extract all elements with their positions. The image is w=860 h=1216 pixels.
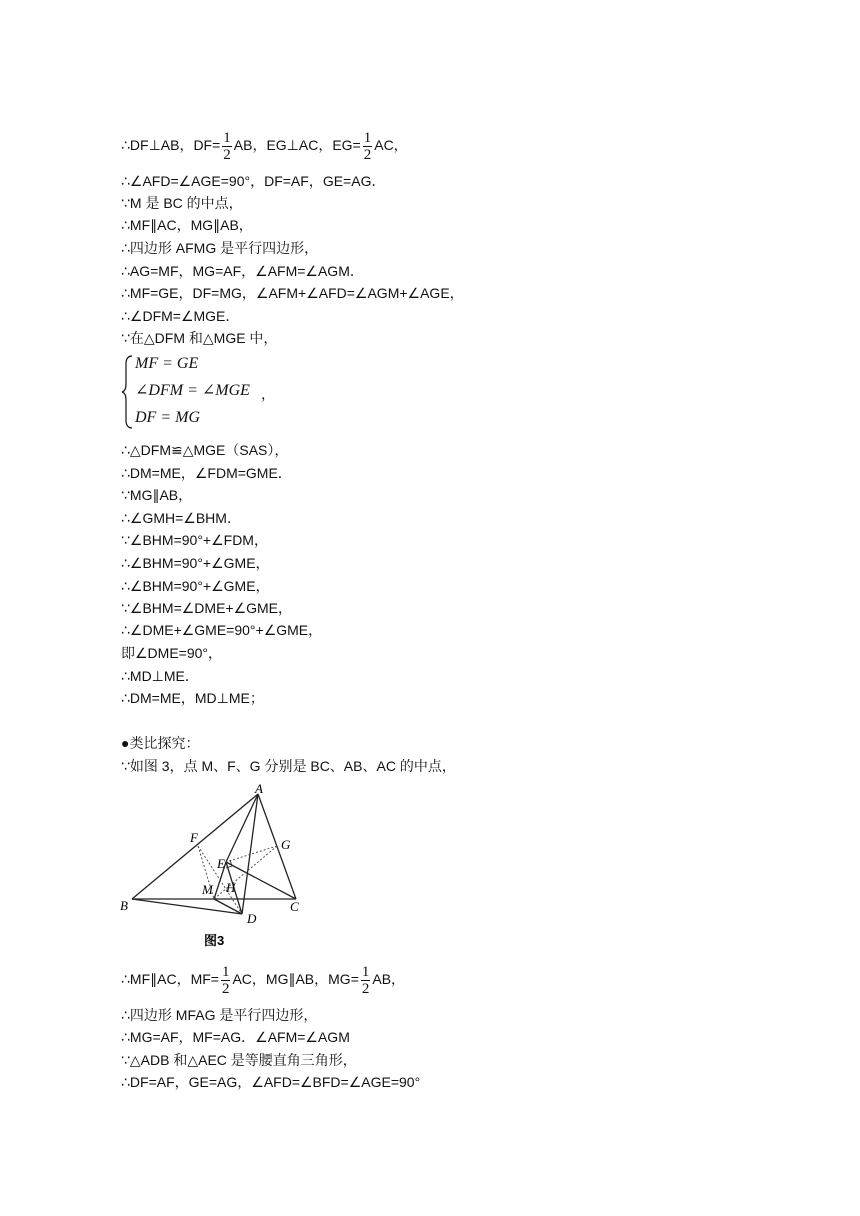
proof-line-fraction-2 — [121, 962, 405, 997]
label-B: B — [120, 898, 128, 913]
equation-tail: ， — [261, 386, 275, 402]
proof-line: ∴△DFM≌△MGE（SAS）， — [121, 442, 289, 458]
proof-line: ∴四边形 AFMG 是平行四边形， — [121, 240, 319, 256]
left-brace-icon — [121, 354, 135, 430]
text-segment: AC，MG∥AB，MG= — [232, 971, 359, 987]
proof-line: ∵M 是 BC 的中点， — [121, 195, 243, 211]
equation-system — [121, 354, 321, 430]
fraction-denominator: 2 — [361, 980, 370, 997]
proof-line: ∴MD⊥ME． — [121, 668, 199, 684]
fraction-denominator: 2 — [221, 980, 230, 997]
segment-AB — [132, 794, 258, 899]
label-H: H — [226, 880, 236, 895]
proof-line: ∵△ADB 和△AEC 是等腰直角三角形， — [121, 1052, 357, 1068]
fraction-numerator: 1 — [221, 963, 230, 980]
text-segment: ∴DF⊥AB，DF= — [121, 137, 221, 153]
geometry-figure-3 — [118, 782, 318, 952]
fraction-denominator: 2 — [223, 146, 231, 163]
proof-line: ∴∠GMH=∠BHM． — [121, 510, 241, 526]
proof-line: ∴MF=GE，DF=MG，∠AFM+∠AFD=∠AGM+∠AGE， — [121, 285, 464, 301]
fraction-numerator: 1 — [361, 963, 370, 980]
proof-line: ∵MG∥AB， — [121, 487, 193, 503]
proof-line: ∴MF∥AC，MG∥AB， — [121, 217, 253, 233]
proof-line: ∴DM=ME，MD⊥ME； — [121, 690, 264, 706]
triangle-diagram — [118, 782, 318, 952]
proof-line: ∴MG=AF，MF=AG．∠AFM=∠AGM — [121, 1029, 350, 1045]
label-M: M — [202, 882, 213, 897]
section-heading: ●类比探究： — [121, 735, 200, 751]
proof-line: 即∠DME=90°， — [121, 645, 223, 661]
fraction-denominator: 2 — [363, 146, 372, 163]
label-C: C — [290, 899, 299, 914]
fraction-one-half — [361, 964, 371, 997]
proof-line: ∴∠DME+∠GME=90°+∠GME， — [121, 622, 323, 638]
proof-line: ∴AG=MF，MG=AF，∠AFM=∠AGM． — [121, 263, 364, 279]
fraction-one-half — [222, 130, 232, 163]
proof-line: ∴四边形 MFAG 是平行四边形， — [121, 1007, 318, 1023]
proof-line: ∴∠AFD=∠AGE=90°，DF=AF，GE=AG． — [121, 173, 386, 189]
proof-line: ∴∠DFM=∠MGE． — [121, 308, 240, 324]
label-F: F — [190, 830, 198, 845]
label-G: G — [281, 837, 291, 852]
proof-line-fraction-1 — [121, 128, 408, 163]
proof-line: ∵∠BHM=90°+∠FDM， — [121, 532, 268, 548]
equation-row-3: DF = MG — [135, 409, 201, 426]
text-segment: AB， — [372, 971, 406, 987]
section-intro: ∵如图 3，点 M、F、G 分别是 BC、AB、AC 的中点， — [121, 758, 456, 774]
label-D: D — [247, 911, 257, 926]
label-E: E — [217, 856, 225, 871]
text-segment: AC， — [374, 137, 408, 153]
figure-caption: 图3 — [204, 933, 225, 948]
proof-line: ∴DF=AF，GE=AG，∠AFD=∠BFD=∠AGE=90° — [121, 1074, 421, 1090]
label-A: A — [255, 782, 263, 796]
proof-line: ∵在△DFM 和△MGE 中， — [121, 330, 278, 346]
equation-row-2: ∠DFM = ∠MGE — [135, 382, 250, 399]
fraction-numerator: 1 — [223, 129, 231, 146]
text-segment: ∴MF∥AC，MF= — [121, 971, 219, 987]
proof-line: ∴∠BHM=90°+∠GME， — [121, 555, 270, 571]
proof-line: ∴DM=ME，∠FDM=GME． — [121, 465, 292, 481]
fraction-one-half — [221, 964, 231, 997]
fraction-numerator: 1 — [363, 129, 372, 146]
fraction-one-half — [363, 130, 373, 163]
proof-line: ∴∠BHM=90°+∠GME， — [121, 578, 270, 594]
proof-line: ∵∠BHM=∠DME+∠GME， — [121, 600, 293, 616]
text-segment: AB，EG⊥AC，EG= — [233, 137, 361, 153]
equation-row-1: MF = GE — [135, 355, 199, 372]
